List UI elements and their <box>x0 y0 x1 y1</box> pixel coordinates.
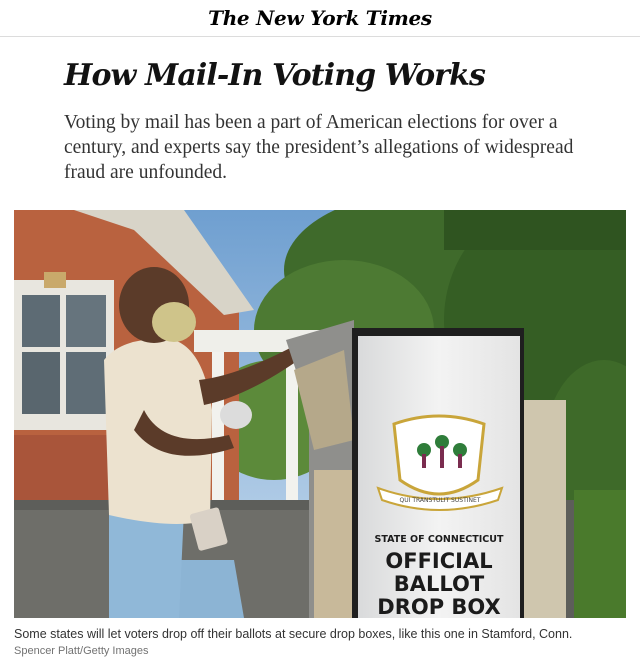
ballot-drop-box <box>286 320 566 618</box>
ballot-drop-box-photo <box>14 210 626 618</box>
sign-line-ballot: BALLOT <box>393 572 485 596</box>
seal-motto: QUI TRANSTULIT SUSTINET <box>399 497 481 504</box>
sign-state-line: STATE OF CONNECTICUT <box>374 534 504 545</box>
article-summary: Voting by mail has been a part of American elections for over a century, and experts say the president’s allegations of widespread fraud are unfounded. <box>64 112 574 183</box>
nyt-logo[interactable]: The New York Times <box>208 6 432 30</box>
article-photo <box>14 210 626 618</box>
photo-caption: Some states will let voters drop off their ballots at secure drop boxes, like this one in Stamford, Conn. <box>14 627 573 641</box>
masthead <box>0 0 640 37</box>
article-headline: How Mail-In Voting Works <box>64 58 485 93</box>
sign-line-official: OFFICIAL <box>385 549 493 573</box>
sign-line-drop-box: DROP BOX <box>377 595 501 618</box>
photo-credit: Spencer Platt/Getty Images <box>14 645 149 657</box>
